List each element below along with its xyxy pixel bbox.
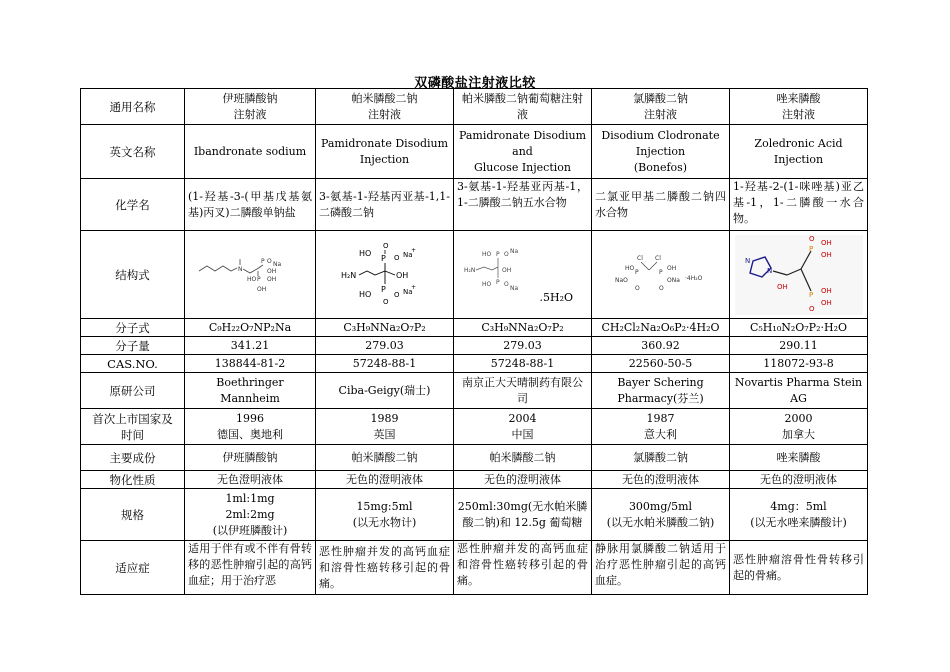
cell-name-1: 伊班膦酸钠 注射液 xyxy=(185,89,316,125)
pamidronate-structure-image xyxy=(333,242,437,308)
cell-name-2: 帕米膦酸二钠 注射液 xyxy=(316,89,454,125)
comparison-table xyxy=(80,88,868,595)
cell-company-3: 南京正大天晴制药有限公 司 xyxy=(454,373,592,409)
atom-na: Na xyxy=(402,250,413,259)
atom-cl: Cl xyxy=(636,254,643,262)
cell-property-1: 无色澄明液体 xyxy=(185,471,316,489)
atom-oh: OH xyxy=(820,298,832,307)
cell-ingredient-1: 伊班膦酸钠 xyxy=(185,445,316,471)
atom-nao: NaO xyxy=(614,276,628,284)
cell-property-2: 无色的澄明液体 xyxy=(316,471,454,489)
cell-name-3: 帕米膦酸二钠葡萄糖注射 液 xyxy=(454,89,592,125)
atom-oh: OH xyxy=(257,285,267,293)
atom-ho: HO xyxy=(358,248,371,258)
cell-company-5: Novartis Pharma Stein AG xyxy=(730,373,868,409)
row-label: 英文名称 xyxy=(81,125,185,179)
cell-formula-3: C₃H₉NNa₂O₇P₂ xyxy=(454,319,592,337)
atom-o: O xyxy=(382,297,389,306)
atom-ho: HO xyxy=(247,275,257,283)
cell-name-4: 氯膦酸二钠 注射液 xyxy=(592,89,730,125)
atom-o: O xyxy=(393,290,400,299)
cell-spec-4: 300mg/5ml (以无水帕米膦酸二钠) xyxy=(592,489,730,541)
row-physicochemical xyxy=(81,471,868,489)
atom-p: P xyxy=(634,268,639,276)
cell-cas-5: 118072-93-8 xyxy=(730,355,868,373)
atom-n: N xyxy=(238,265,243,273)
cell-spec-5: 4mg：5ml (以无水唑来膦酸计) xyxy=(730,489,868,541)
atom-p: P xyxy=(380,253,386,263)
atom-ho: HO xyxy=(481,280,491,288)
atom-p: P xyxy=(658,268,663,276)
row-label: CAS.NO. xyxy=(81,355,185,373)
atom-n: N xyxy=(744,256,750,265)
ibandronate-structure-image xyxy=(195,251,305,299)
atom-na: Na xyxy=(509,247,518,255)
cell-spec-2: 15mg:5ml (以无水物计) xyxy=(316,489,454,541)
atom-o: O xyxy=(808,234,815,243)
row-indication xyxy=(81,541,868,595)
row-label: 规格 xyxy=(81,489,185,541)
row-generic-name xyxy=(81,89,868,125)
atom-h2n: H₂N xyxy=(463,266,475,274)
atom-oh: OH xyxy=(820,250,832,259)
cell-chem-2: 3-氨基-1-羟基丙亚基-1,1-二磷酸二钠 xyxy=(316,179,454,231)
cell-cas-3: 57248-88-1 xyxy=(454,355,592,373)
cell-indication-1: 适用于伴有或不伴有骨转移的恶性肿瘤引起的高钙血症；用于治疗恶 xyxy=(185,541,316,595)
cell-ingredient-2: 帕米膦酸二钠 xyxy=(316,445,454,471)
atom-ho: HO xyxy=(624,264,634,272)
atom-p: P xyxy=(380,284,386,294)
cell-launch-4: 1987 意大利 xyxy=(592,409,730,445)
cell-chem-3: 3-氨基-1-羟基亚丙基-1，1-二膦酸二钠五水合物 xyxy=(454,179,592,231)
cell-ingredient-5: 唑来膦酸 xyxy=(730,445,868,471)
atom-o: O xyxy=(382,241,389,250)
row-originator xyxy=(81,373,868,409)
cell-launch-5: 2000 加拿大 xyxy=(730,409,868,445)
atom-p: P xyxy=(257,275,261,283)
cell-name-5: 唑来膦酸 注射液 xyxy=(730,89,868,125)
cell-company-4: Bayer Schering Pharmacy(芬兰) xyxy=(592,373,730,409)
row-label: 首次上市国家及 时间 xyxy=(81,409,185,445)
cell-property-3: 无色的澄明液体 xyxy=(454,471,592,489)
atom-oh: OH xyxy=(267,267,277,275)
cell-launch-2: 1989 英国 xyxy=(316,409,454,445)
atom-oh: OH xyxy=(820,238,832,247)
atom-cl: Cl xyxy=(654,254,661,262)
cell-cas-4: 22560-50-5 xyxy=(592,355,730,373)
cell-indication-2: 恶性肿瘤并发的高钙血症和溶骨性癌转移引起的骨痛。 xyxy=(316,541,454,595)
cell-ingredient-4: 氯膦酸二钠 xyxy=(592,445,730,471)
cell-english-1: Ibandronate sodium xyxy=(185,125,316,179)
atom-oh: OH xyxy=(666,264,676,272)
pamidronate-hydrate-structure-image xyxy=(462,248,542,298)
cell-structure-4 xyxy=(592,231,730,319)
cell-chem-4: 二氯亚甲基二膦酸二钠四水合物 xyxy=(592,179,730,231)
atom-na: Na xyxy=(402,287,413,296)
cell-launch-1: 1996 德国、奥地利 xyxy=(185,409,316,445)
cell-indication-3: 恶性肿瘤并发的高钙血症和溶骨性癌转移引起的骨痛。 xyxy=(454,541,592,595)
cell-formula-4: CH₂Cl₂Na₂O₆P₂·4H₂O xyxy=(592,319,730,337)
cell-structure-2 xyxy=(316,231,454,319)
cell-cas-1: 138844-81-2 xyxy=(185,355,316,373)
row-label: 化学名 xyxy=(81,179,185,231)
atom-na: Na xyxy=(509,284,518,292)
atom-p: P xyxy=(495,250,500,258)
atom-ona: ONa xyxy=(666,276,680,284)
cell-launch-3: 2004 中国 xyxy=(454,409,592,445)
cell-mw-4: 360.92 xyxy=(592,337,730,355)
cell-structure-5 xyxy=(730,231,868,319)
row-label: 通用名称 xyxy=(81,89,185,125)
row-label: 结构式 xyxy=(81,231,185,319)
table-title: 双磷酸盐注射液比较 xyxy=(414,76,536,91)
cell-property-4: 无色的澄明液体 xyxy=(592,471,730,489)
cell-indication-4: 静脉用氯膦酸二钠适用于治疗恶性肿瘤引起的高钙血症。 xyxy=(592,541,730,595)
row-label: 主要成份 xyxy=(81,445,185,471)
cell-spec-3: 250ml:30mg(无水帕米膦 酸二钠)和 12.5g 葡萄糖 xyxy=(454,489,592,541)
cell-mw-1: 341.21 xyxy=(185,337,316,355)
cell-english-3: Pamidronate Disodium and Glucose Injection xyxy=(454,125,592,179)
atom-p: P xyxy=(495,278,500,286)
cell-indication-5: 恶性肿瘤溶骨性骨转移引起的骨痛。 xyxy=(730,541,868,595)
zoledronic-acid-structure-image xyxy=(735,235,863,315)
atom-o: O xyxy=(658,284,664,292)
atom-oh: OH xyxy=(820,286,832,295)
row-label: 分子式 xyxy=(81,319,185,337)
atom-oh: OH xyxy=(501,266,511,274)
atom-h2n: H₂N xyxy=(340,270,356,280)
cell-chem-1: (1-羟基-3-(甲基戊基氨基)丙叉)二膦酸单钠盐 xyxy=(185,179,316,231)
atom-o: O xyxy=(503,250,509,258)
atom-oh: OH xyxy=(395,270,408,280)
cell-structure-1 xyxy=(185,231,316,319)
cell-mw-3: 279.03 xyxy=(454,337,592,355)
cell-formula-2: C₃H₉NNa₂O₇P₂ xyxy=(316,319,454,337)
row-chemical-name xyxy=(81,179,868,231)
row-label: 物化性质 xyxy=(81,471,185,489)
cell-english-4: Disodium Clodronate Injection (Bonefos) xyxy=(592,125,730,179)
cell-property-5: 无色的澄明液体 xyxy=(730,471,868,489)
clodronate-structure-image xyxy=(607,250,715,300)
row-specification xyxy=(81,489,868,541)
atom-water: ·4H₂O xyxy=(684,274,702,282)
atom-ho: HO xyxy=(358,289,371,299)
atom-ho: HO xyxy=(481,250,491,258)
atom-o: O xyxy=(634,284,640,292)
atom-o: O xyxy=(393,253,400,262)
row-label: 原研公司 xyxy=(81,373,185,409)
cell-mw-5: 290.11 xyxy=(730,337,868,355)
atom-p: P xyxy=(261,257,265,265)
cell-spec-1: 1ml:1mg 2ml:2mg (以伊班膦酸计) xyxy=(185,489,316,541)
row-label: 分子量 xyxy=(81,337,185,355)
atom-p: P xyxy=(808,244,813,253)
cell-company-2: Ciba-Geigy(瑞士) xyxy=(316,373,454,409)
atom-o: O xyxy=(267,257,272,265)
cell-ingredient-3: 帕米膦酸二钠 xyxy=(454,445,592,471)
atom-na: Na xyxy=(273,260,282,268)
row-label: 适应症 xyxy=(81,541,185,595)
hydrate-label: .5H₂O xyxy=(539,290,574,304)
row-formula xyxy=(81,319,868,337)
cell-chem-5: 1-羟基-2-(1-咪唑基)亚乙基-1，1-二膦酸一水合物。 xyxy=(730,179,868,231)
cell-english-2: Pamidronate Disodium Injection xyxy=(316,125,454,179)
cell-formula-1: C₉H₂₂O₇NP₂Na xyxy=(185,319,316,337)
row-main-ingredient xyxy=(81,445,868,471)
atom-oh: OH xyxy=(776,282,788,291)
cell-english-5: Zoledronic Acid Injection xyxy=(730,125,868,179)
atom-o: O xyxy=(503,280,509,288)
atom-n: N xyxy=(766,266,772,275)
row-first-launch xyxy=(81,409,868,445)
row-molecular-weight xyxy=(81,337,868,355)
cell-mw-2: 279.03 xyxy=(316,337,454,355)
row-english-name xyxy=(81,125,868,179)
svg-text:+: + xyxy=(410,246,416,254)
cell-cas-2: 57248-88-1 xyxy=(316,355,454,373)
cell-company-1: Boethringer Mannheim xyxy=(185,373,316,409)
svg-text:+: + xyxy=(410,283,416,291)
atom-oh: OH xyxy=(267,275,277,283)
cell-formula-5: C₅H₁₀N₂O₇P₂·H₂O xyxy=(730,319,868,337)
atom-o: O xyxy=(808,304,815,313)
row-structure xyxy=(81,231,868,319)
row-cas xyxy=(81,355,868,373)
atom-p: P xyxy=(808,290,813,299)
cell-structure-3 xyxy=(454,231,592,319)
